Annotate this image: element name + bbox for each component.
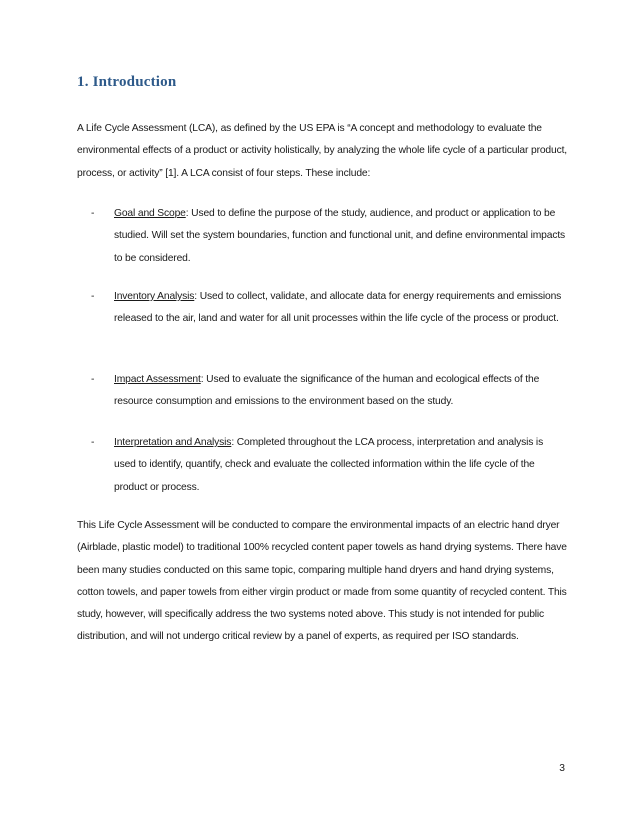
bullet-marker: - (91, 374, 95, 385)
step-term: Goal and Scope (114, 208, 186, 219)
list-item-text (114, 286, 566, 331)
step-term: Interpretation and Analysis (114, 437, 232, 448)
bullet-marker: - (91, 437, 95, 448)
step-description: : Used to define the purpose of the study, audience, and product or application to be studied. Will set the system boundaries, function and functional unit, and define environmental impacts to be considered. (114, 208, 566, 264)
step-description: : Used to collect, validate, and allocate data for energy requirements and emissions released to the air, land and water for all unit processes within the life cycle of the process or product. (114, 291, 562, 325)
step-term: Inventory Analysis (114, 291, 195, 302)
step-description: : Used to evaluate the significance of the human and ecological effects of the resource consumption and emissions to the environment based on the study. (114, 374, 540, 408)
closing-paragraph: This Life Cycle Assessment will be conducted to compare the environmental impacts of an electric hand dryer (Airblade, plastic model) to traditional 100% recycled content paper towels as hand drying systems. There have been many studies conducted on this same topic, comparing multiple hand dryers and hand drying systems, cotton towels, and paper towels from either virgin product or made from some quantity of recycled content. This study, however, will specifically address the two systems noted above. This study is not intended for public distribution, and will not undergo critical review by a panel of experts, as required per ISO standards. (77, 520, 567, 643)
section-heading: 1. Introduction (77, 74, 177, 90)
list-item-text (114, 203, 566, 270)
list-item-text (114, 369, 566, 414)
step-description: : Completed throughout the LCA process, interpretation and analysis is used to identify, quantify, check and evaluate the collected information within the life cycle of the product or process. (114, 437, 544, 493)
bullet-marker: - (91, 208, 95, 219)
list-item-text (114, 432, 566, 499)
step-term: Impact Assessment (114, 374, 201, 385)
intro-paragraph: A Life Cycle Assessment (LCA), as defined by the US EPA is “A concept and methodology to evaluate the environmental effects of a product or activity holistically, by analyzing the whole life cycle of a particular product, process, or activity” [1]. A LCA consist of four steps. These include: (77, 123, 568, 179)
bullet-marker: - (91, 291, 95, 302)
page-number: 3 (559, 763, 565, 774)
